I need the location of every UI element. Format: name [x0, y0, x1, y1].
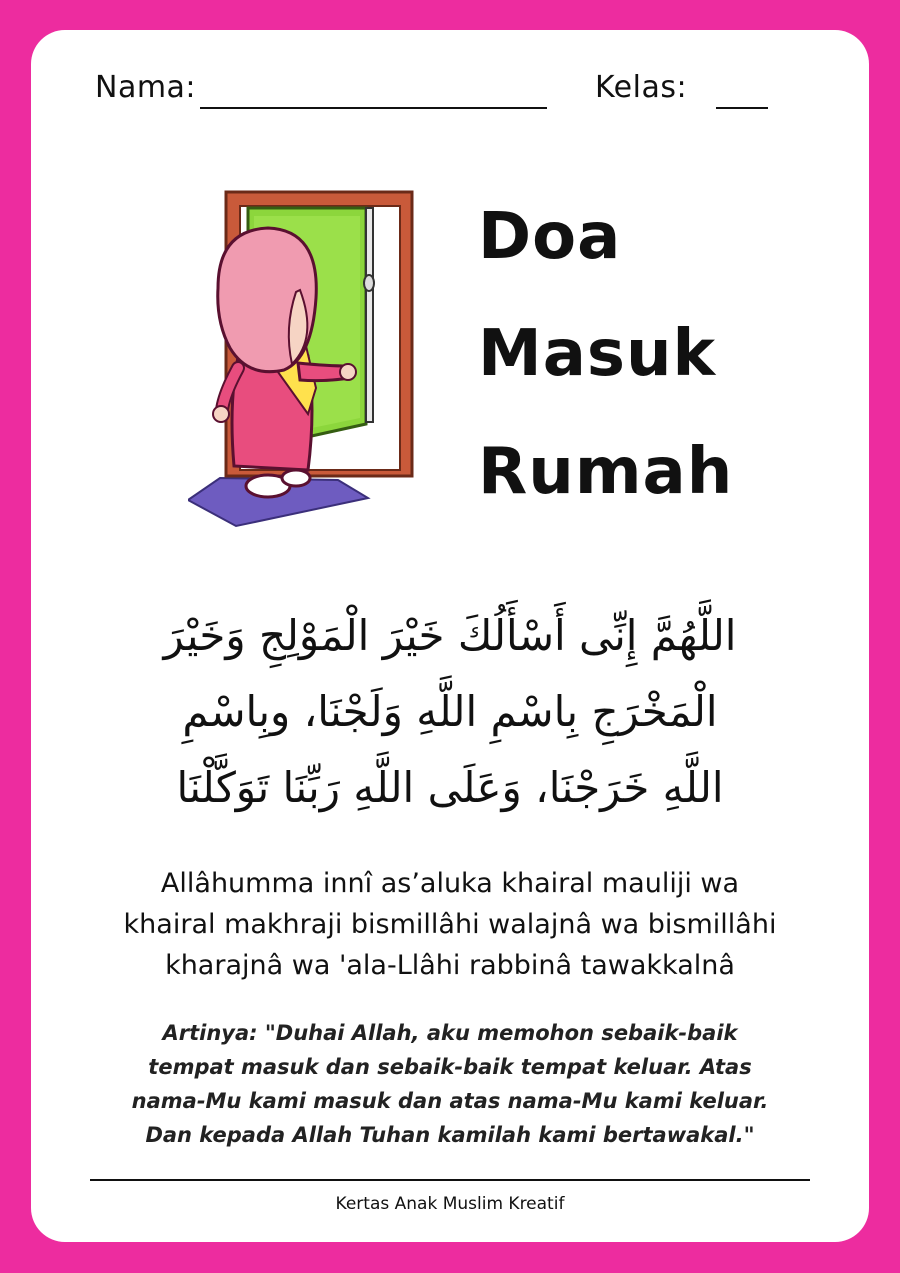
transliteration	[60, 863, 840, 986]
transliteration-line-3: kharajnâ wa 'ala-Llâhi rabbinâ tawakkalnâ	[165, 950, 735, 981]
transliteration-line-1: Allâhumma innî as’aluka khairal mauliji wa	[160, 868, 740, 899]
meaning-line-3: nama-Mu kami masuk dan atas nama-Mu kami keluar.	[131, 1089, 769, 1113]
meaning-line-1: Artinya: "Duhai Allah, aku memohon sebaik-baik	[162, 1021, 738, 1045]
title-line-3: Rumah	[478, 435, 734, 509]
title-line-2: Masuk	[478, 317, 717, 391]
meaning-line-4: Dan kepada Allah Tuhan kamilah kami bertawakal."	[145, 1123, 755, 1147]
title-line-1: Doa	[478, 200, 622, 274]
meaning-text	[90, 1016, 810, 1152]
transliteration-line-2: khairal makhraji bismillâhi walajnâ wa bismillâhi	[123, 909, 777, 940]
nama-label: Nama:	[95, 70, 197, 105]
arabic-line-1: اللَّهُمَّ إِنِّى أَسْأَلُكَ خَيْرَ الْمَوْلِجِ وَخَيْرَ	[163, 611, 737, 660]
arabic-line-2: الْمَخْرَجِ بِاسْمِ اللَّهِ وَلَجْنَا، وبِاسْمِ	[182, 687, 718, 736]
meaning-line-2: tempat masuk dan sebaik-baik tempat keluar. Atas	[148, 1055, 752, 1079]
door-knob	[364, 275, 374, 291]
footer-divider	[90, 1179, 810, 1181]
arabic-prayer	[60, 598, 840, 826]
kelas-field[interactable]	[716, 107, 768, 109]
nama-field[interactable]	[200, 107, 547, 109]
arabic-line-3: اللَّهِ خَرَجْنَا، وَعَلَى اللَّهِ رَبِّنَا تَوَكَّلْنَا	[176, 763, 724, 812]
girl-entering-door-illustration	[188, 188, 418, 528]
footer-text: Kertas Anak Muslim Kreatif	[335, 1194, 565, 1214]
kelas-label: Kelas:	[595, 70, 688, 105]
